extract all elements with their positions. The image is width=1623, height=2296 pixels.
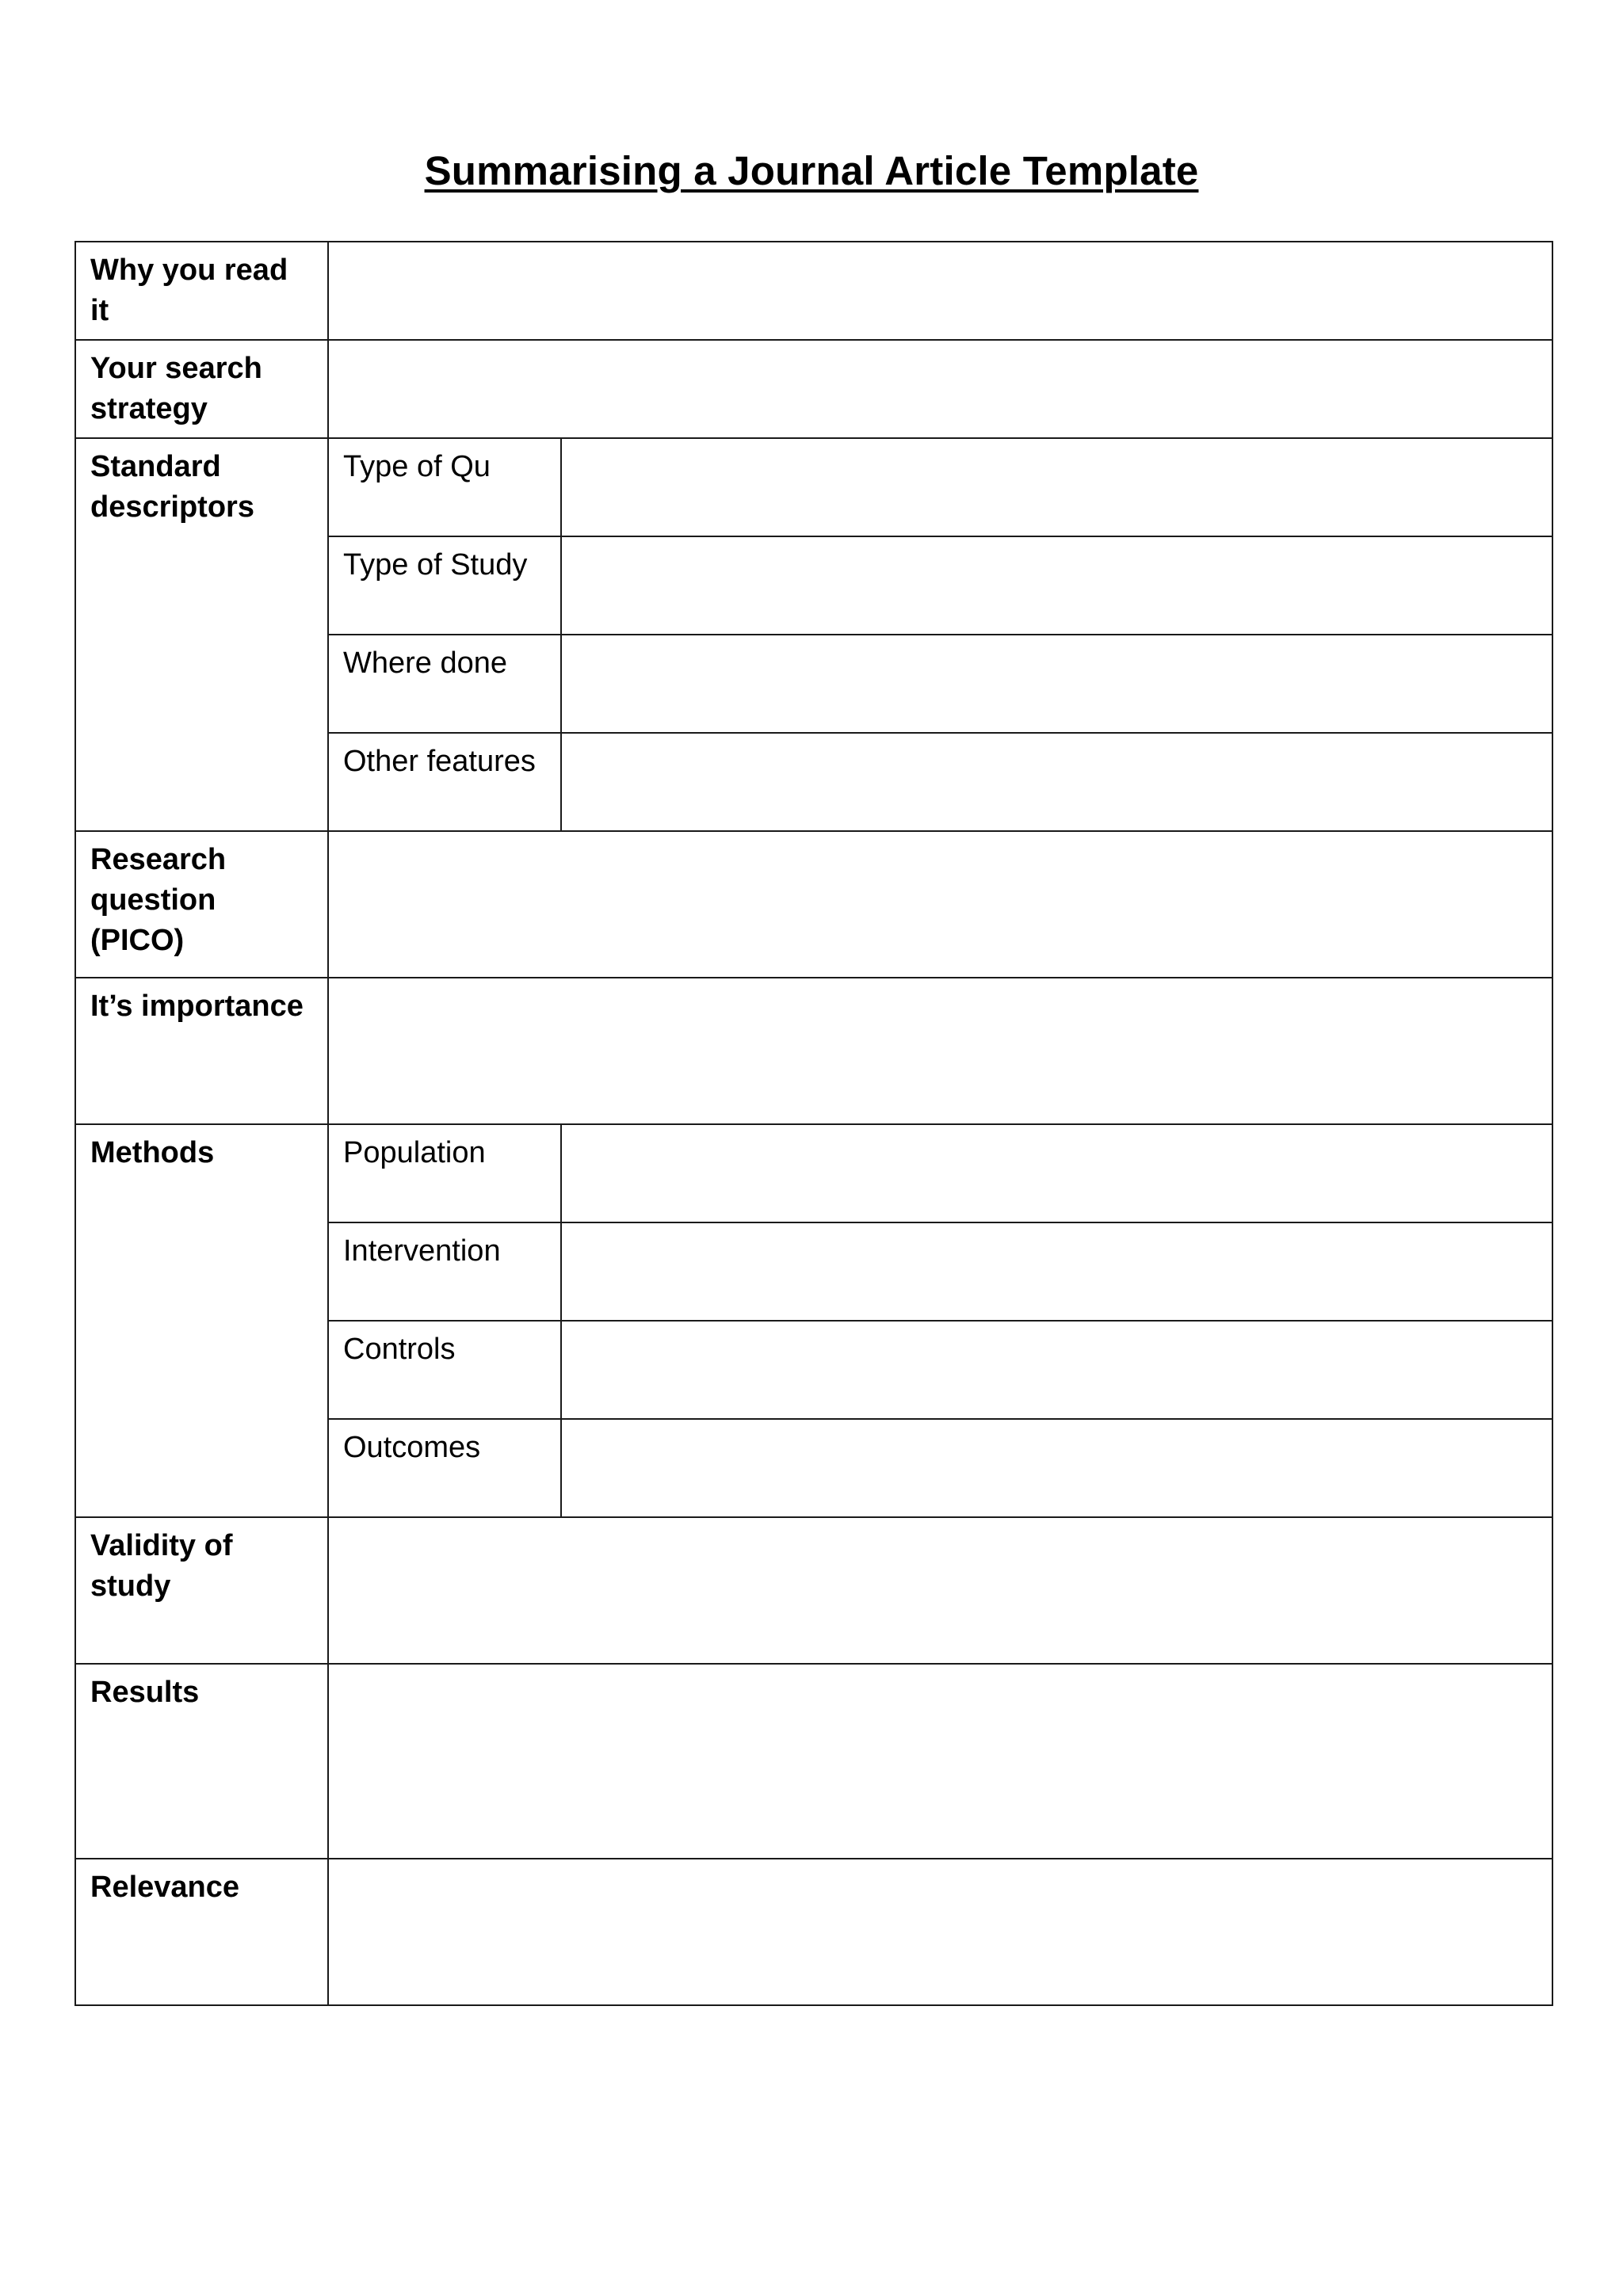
validity-label: Validity of study <box>75 1517 328 1664</box>
row-results <box>75 1664 1552 1859</box>
relevance-answer-cell[interactable] <box>328 1859 1552 2005</box>
page-title: Summarising a Journal Article Template <box>424 148 1199 193</box>
other-features-answer-cell[interactable] <box>561 733 1552 831</box>
row-validity <box>75 1517 1552 1664</box>
controls-label: Controls <box>328 1321 561 1419</box>
row-research-question <box>75 831 1552 978</box>
outcomes-answer-cell[interactable] <box>561 1419 1552 1517</box>
results-label: Results <box>75 1664 328 1859</box>
row-why-you-read-it <box>75 242 1552 340</box>
search-strategy-answer-cell[interactable] <box>328 340 1552 438</box>
row-methods-population <box>75 1124 1552 1222</box>
methods-label: Methods <box>75 1124 328 1517</box>
controls-answer-cell[interactable] <box>561 1321 1552 1419</box>
importance-answer-cell[interactable] <box>328 978 1552 1124</box>
research-question-answer-cell[interactable] <box>328 831 1552 978</box>
row-importance <box>75 978 1552 1124</box>
other-features-label: Other features <box>328 733 561 831</box>
type-of-study-label: Type of Study <box>328 536 561 635</box>
why-you-read-it-answer-cell[interactable] <box>328 242 1552 340</box>
results-answer-cell[interactable] <box>328 1664 1552 1859</box>
intervention-label: Intervention <box>328 1222 561 1321</box>
intervention-answer-cell[interactable] <box>561 1222 1552 1321</box>
why-you-read-it-label: Why you read it <box>75 242 328 340</box>
row-standard-descriptors-type-of-qu <box>75 438 1552 536</box>
search-strategy-label: Your search strategy <box>75 340 328 438</box>
type-of-study-answer-cell[interactable] <box>561 536 1552 635</box>
validity-answer-cell[interactable] <box>328 1517 1552 1664</box>
summary-template-table <box>74 241 1553 2006</box>
row-search-strategy <box>75 340 1552 438</box>
standard-descriptors-label: Standard descriptors <box>75 438 328 831</box>
type-of-qu-answer-cell[interactable] <box>561 438 1552 536</box>
where-done-label: Where done <box>328 635 561 733</box>
population-label: Population <box>328 1124 561 1222</box>
row-relevance <box>75 1859 1552 2005</box>
population-answer-cell[interactable] <box>561 1124 1552 1222</box>
where-done-answer-cell[interactable] <box>561 635 1552 733</box>
type-of-qu-label: Type of Qu <box>328 438 561 536</box>
importance-label: It’s importance <box>75 978 328 1124</box>
relevance-label: Relevance <box>75 1859 328 2005</box>
research-question-label: Research question (PICO) <box>75 831 328 978</box>
outcomes-label: Outcomes <box>328 1419 561 1517</box>
